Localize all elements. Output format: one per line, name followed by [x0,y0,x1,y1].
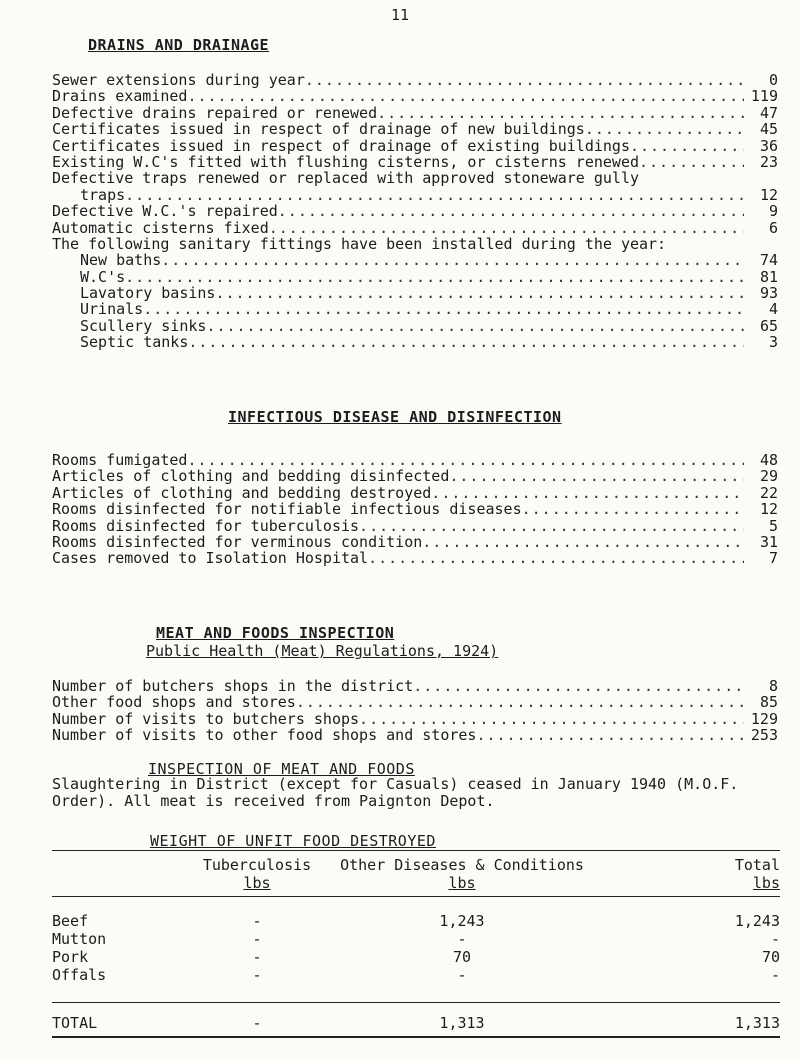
table-unit-row [52,874,780,892]
row-value: 129 [750,709,778,728]
cell-other: 1,243 [439,912,485,930]
cell-total: 70 [761,948,780,966]
row-value: 22 [759,483,778,502]
row-label: Cases removed to Isolation Hospital [52,549,369,568]
row-label: The following sanitary fittings have been installed during the year: [52,234,667,253]
cell-other: - [457,930,467,948]
row-label: traps [80,185,126,204]
row-label: Other food shops and stores [52,693,296,712]
list-item [52,154,778,170]
row-value: 0 [768,70,778,89]
list-item [52,550,778,566]
cell-total: - [770,930,780,948]
list-item [52,252,778,268]
table-header-row [52,856,780,874]
table-row [52,930,780,948]
row-value: 81 [759,267,778,286]
row-value: 12 [759,500,778,519]
cell-total: 1,243 [734,912,780,930]
meat-heading: MEAT AND FOODS INSPECTION [156,624,395,642]
row-label: Articles of clothing and bedding destroyed [52,483,432,502]
row-item: Mutton [52,930,107,948]
list-item [52,203,778,219]
row-value: 74 [759,251,778,270]
row-value: 93 [759,284,778,303]
column-unit: lbs [752,874,780,892]
row-label: Automatic cisterns fixed [52,218,269,237]
row-value: 253 [750,726,778,745]
table-total-row [52,1014,780,1032]
list-item [52,138,778,154]
list-item [52,301,778,317]
row-label: Number of butchers shops in the district [52,676,414,695]
row-label: Existing W.C's fitted with flushing cisterns, or cisterns renewed [52,152,639,171]
list-item [52,534,778,550]
list-item [52,269,778,285]
row-label: Defective drains repaired or renewed [52,103,378,122]
list-item [52,334,778,350]
list-item [52,468,778,484]
list-item [52,727,778,743]
table-row [52,912,780,930]
row-value: 36 [759,136,778,155]
drains-list [52,72,778,351]
row-label: Rooms disinfected for notifiable infectious diseases [52,500,522,519]
row-value: 31 [759,532,778,551]
list-item [52,452,778,468]
meat-subheading: Public Health (Meat) Regulations, 1924) [146,642,499,660]
row-value: 6 [768,218,778,237]
infectious-heading: INFECTIOUS DISEASE AND DISINFECTION [228,408,562,426]
divider [52,850,780,851]
table-row [52,948,780,966]
row-value: 23 [759,152,778,171]
unfit-heading: WEIGHT OF UNFIT FOOD DESTROYED [150,832,436,850]
list-item [52,285,778,301]
list-item [52,88,778,104]
row-value: 48 [759,450,778,469]
row-item: Beef [52,912,89,930]
row-label: Certificates issued in respect of drainage of existing buildings [52,136,630,155]
row-value: 8 [768,676,778,695]
inspection-heading: INSPECTION OF MEAT AND FOODS [148,760,415,778]
list-item [52,485,778,501]
row-label: Articles of clothing and bedding disinfected [52,467,450,486]
row-label: W.C's [80,267,126,286]
row-value: 4 [768,300,778,319]
row-label: Drains examined [52,87,188,106]
row-label: Scullery sinks [80,316,207,335]
row-label: Lavatory basins [80,284,216,303]
row-value: 65 [759,316,778,335]
list-item [52,105,778,121]
cell-other: 1,313 [439,1014,485,1032]
row-label: Septic tanks [80,333,189,352]
row-value: 7 [768,549,778,568]
cell-total: 1,313 [734,1014,780,1032]
row-label: Sewer extensions during year [52,70,305,89]
meat-list [52,678,778,744]
row-label: Defective traps renewed or replaced with approved stoneware gully [52,169,639,188]
column-unit: lbs [448,874,476,892]
row-value: 47 [759,103,778,122]
row-label: Rooms disinfected for tuberculosis [52,516,360,535]
divider [52,896,780,897]
cell-tb: - [252,966,262,984]
row-label: Number of visits to other food shops and stores [52,726,477,745]
cell-other: 70 [452,948,472,966]
row-value: 85 [759,693,778,712]
row-value: 5 [768,516,778,535]
list-item [52,220,778,236]
list-item [52,694,778,710]
row-label: Number of visits to butchers shops [52,709,360,728]
row-value: 3 [768,333,778,352]
row-item: TOTAL [52,1014,98,1032]
unfit-food-body [52,912,780,984]
list-item [52,318,778,334]
drains-heading: DRAINS AND DRAINAGE [88,36,270,54]
page-number: 11 [390,6,410,24]
row-value: 29 [759,467,778,486]
inspection-text: Slaughtering in District (except for Casuals) ceased in January 1940 (M.O.F. Order). All meat is received from Paignton Depot. [52,775,739,810]
row-value: 119 [750,87,778,106]
row-label: Defective W.C.'s repaired [52,202,278,221]
list-item [52,72,778,88]
list-item [52,121,778,137]
cell-total: - [770,966,780,984]
list-item [52,170,778,186]
row-item: Pork [52,948,89,966]
divider [52,1002,780,1003]
cell-tb: - [252,912,262,930]
row-label: New baths [80,251,162,270]
list-item [52,678,778,694]
unfit-food-total [52,1014,780,1032]
list-item [52,187,778,203]
row-label: Certificates issued in respect of drainage of new buildings [52,120,585,139]
table-row [52,966,780,984]
row-label: Urinals [80,300,144,319]
list-item [52,711,778,727]
row-label: Rooms disinfected for verminous condition [52,532,423,551]
cell-other: - [457,966,467,984]
row-value: 9 [768,202,778,221]
list-item [52,501,778,517]
list-item [52,518,778,534]
cell-tb: - [252,948,262,966]
row-label: Rooms fumigated [52,450,188,469]
divider [52,1036,780,1038]
cell-tb: - [252,930,262,948]
column-header: Other Diseases & Conditions [340,856,584,874]
infectious-list [52,452,778,567]
list-item [52,236,778,252]
row-item: Offals [52,966,107,984]
unfit-food-table [52,856,780,892]
column-header: Tuberculosis [202,856,312,874]
row-value: 45 [759,120,778,139]
cell-tb: - [252,1014,262,1032]
column-header: Total [734,856,780,874]
column-unit: lbs [243,874,271,892]
row-value: 12 [759,185,778,204]
